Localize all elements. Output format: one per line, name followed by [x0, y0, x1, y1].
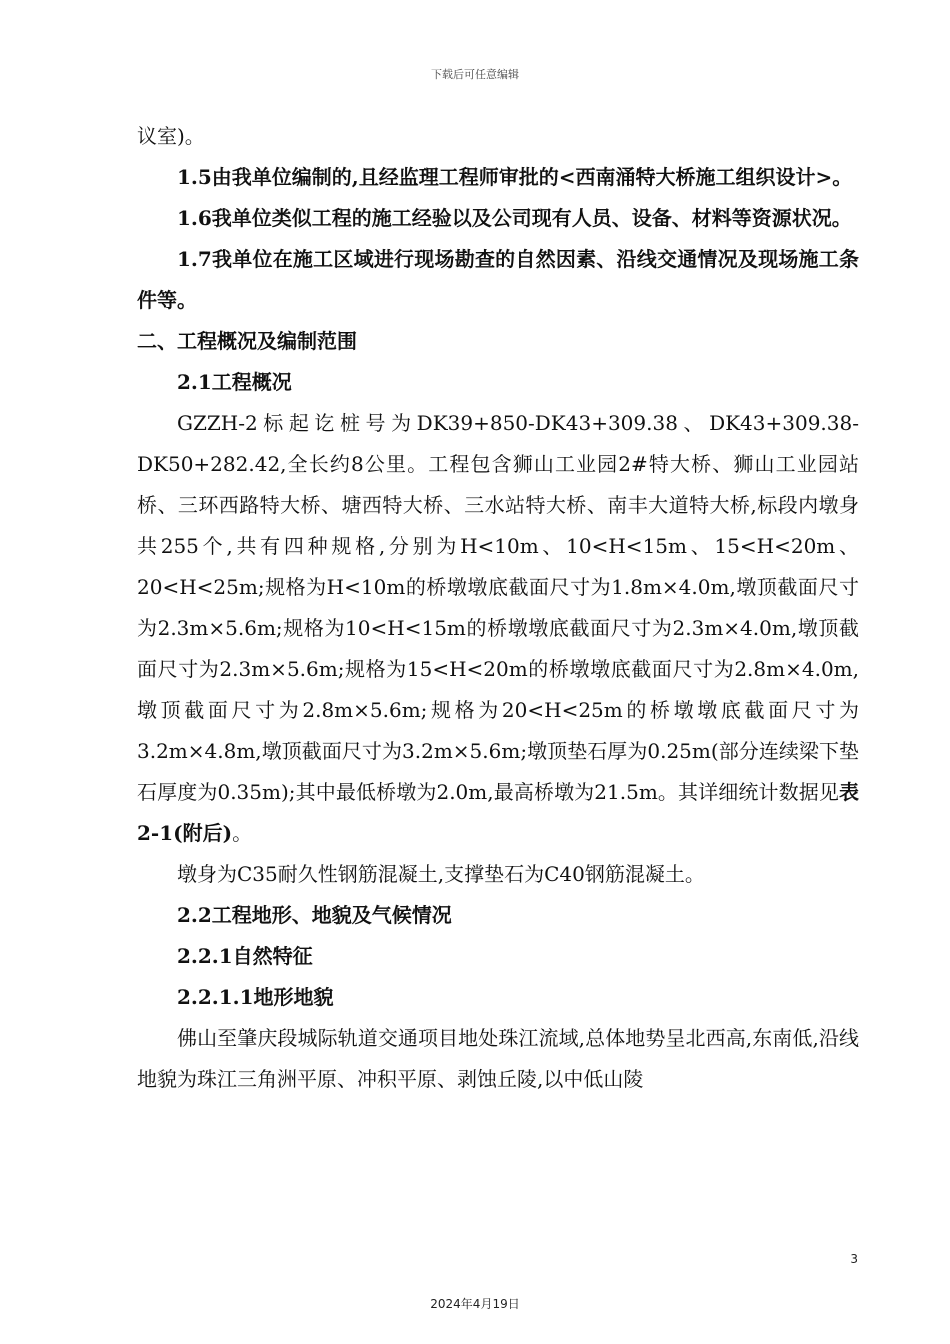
page-number: 3: [850, 1252, 858, 1266]
subsection-heading-2-2-1: 2.2.1自然特征: [177, 944, 313, 968]
table-reference: 表2-1(附后): [137, 780, 859, 845]
basis-item-1-7: 1.7我单位在施工区域进行现场勘查的自然因素、沿线交通情况及现场施工条件等。: [137, 247, 859, 312]
subsection-heading-2-2: 2.2工程地形、地貌及气候情况: [177, 903, 452, 927]
paragraph-continuation: 议室)。: [137, 124, 205, 148]
project-overview-text: GZZH-2标起讫桩号为DK39+850-DK43+309.38、DK43+309.38-DK50+282.42,全长约8公里。工程包含狮山工业园2#特大桥、狮山工业园站桥、三环西路特大桥、塘西特大桥、三水站特大桥、南丰大道特大桥,标段内墩身共255个,共有四种规格,分别为H<10m、10<H<15m、15<H<20m、20<H<25m;规格为H<10m的桥墩墩底截面尺寸为1.8m×4.0m,墩顶截面尺寸为2.3m×5.6m;规格为10<H<15m的桥墩墩底截面尺寸为2.3m×4.0m,墩顶截面尺寸为2.3m×5.6m;规格为15<H<20m的桥墩墩底截面尺寸为2.8m×4.0m,墩顶截面尺寸为2.8m×5.6m;规格为20<H<25m的桥墩墩底截面尺寸为3.2m×4.8m,墩顶截面尺寸为3.2m×5.6m;墩顶垫石厚为0.25m(部分连续梁下垫石厚度为0.35m);其中最低桥墩为2.0m,最高桥墩为21.5m。其详细统计数据见: [137, 411, 859, 804]
section-heading-2: 二、工程概况及编制范围: [137, 329, 357, 353]
basis-item-1-6: 1.6我单位类似工程的施工经验以及公司现有人员、设备、材料等资源状况。: [177, 206, 852, 230]
page-footer-date: 2024年4月19日: [430, 1297, 520, 1311]
project-overview-end: 。: [232, 821, 253, 845]
basis-item-1-5: 1.5由我单位编制的,且经监理工程师审批的<西南涌特大桥施工组织设计>。: [177, 165, 853, 189]
subsection-heading-2-2-1-1: 2.2.1.1地形地貌: [177, 985, 334, 1009]
terrain-paragraph: 佛山至肇庆段城际轨道交通项目地处珠江流域,总体地势呈北西高,东南低,沿线地貌为珠江三角洲平原、冲积平原、剥蚀丘陵,以中低山陵: [137, 1026, 859, 1091]
document-body: [137, 116, 859, 1100]
project-overview-paragraph: [137, 403, 859, 854]
page-header: 下载后可任意编辑: [431, 68, 519, 81]
subsection-heading-2-1: 2.1工程概况: [177, 370, 292, 394]
pier-material-paragraph: 墩身为C35耐久性钢筋混凝土,支撑垫石为C40钢筋混凝土。: [177, 862, 705, 886]
